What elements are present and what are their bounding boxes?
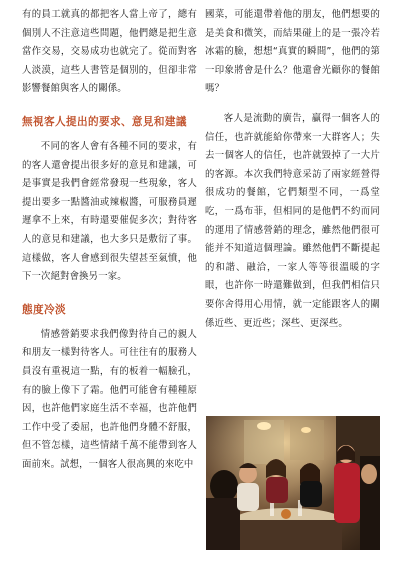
section-heading-ignore-requests: 無視客人提出的要求、意見和建議: [22, 115, 187, 128]
photo-illustration: [206, 416, 380, 550]
ignore-requests-paragraph: 不同的客人會有各種不同的要求，有的客人還會提出很多好的意見和建議，可是事實是我們會經常發現一些現象，客人提出要多一點醬油或辣椒醬，可服務員遲遲拿不上來，有時還要催促多次；對待客人的意見和建議，也大多只是敷衍了事。這樣做，客人會感到很失望甚至氣憤，他下一次絕對會換另一家。: [22, 140, 197, 283]
continued-paragraph: 國菜，可能還帶着他的朋友，他們想要的是美食和微笑，而結果碰上的是一張冷若冰霜的臉，想想“真實的瞬間”，他們的第一印象將會是什么？他還會光顧你的餐館嗎？: [205, 9, 380, 95]
restaurant-diners-photo: [206, 416, 380, 550]
left-column: [22, 6, 197, 485]
intro-paragraph: 有的員工就真的都把客人當上帝了，總有個別人不注意這些問題，他們總是把生意當作交易，交易成功也就完了。從而對客人淡漠，這些人書管是個別的，但卻非常影響餐館與客人的關係。: [22, 9, 197, 95]
cold-attitude-paragraph: 情感營銷要求我們像對待自己的親人和朋友一樣對待客人。可往往有的服務人員沒有重視這一點，有的板着一幅臉孔，有的臉上像下了霜。他們可能會有種種原因，也許他們家庭生活不幸福，也許他們工作中受了委屈，也許他們身體不舒服，但不管怎樣，這些情緒千萬不能帶到客人面前來。試想，一個客人很高興的來吃中: [22, 328, 197, 470]
section-heading-cold-attitude: 態度冷淡: [22, 303, 66, 316]
closing-paragraph: 客人是流動的廣告，贏得一個客人的信任，也許就能給你帶來一大群客人；失去一個客人的信任，也許就毀掉了一大片的客源。本次我們特意采訪了兩家經營得很成功的餐館，它們類型不同，一爲堂吃，一爲布菲，但相同的是他們不約而同的運用了情感營銷的理念，雖然他們很可能并不知道這個理論。雖然他們不斷提起的和諧、融洽，一家人等等很溫暖的字眼，也許你一時還難做到，但我們相信只要你舍得用心用情，就一定能跟客人的關係近些、更近些；深些、更深些。: [205, 112, 380, 329]
right-column: [205, 6, 380, 344]
